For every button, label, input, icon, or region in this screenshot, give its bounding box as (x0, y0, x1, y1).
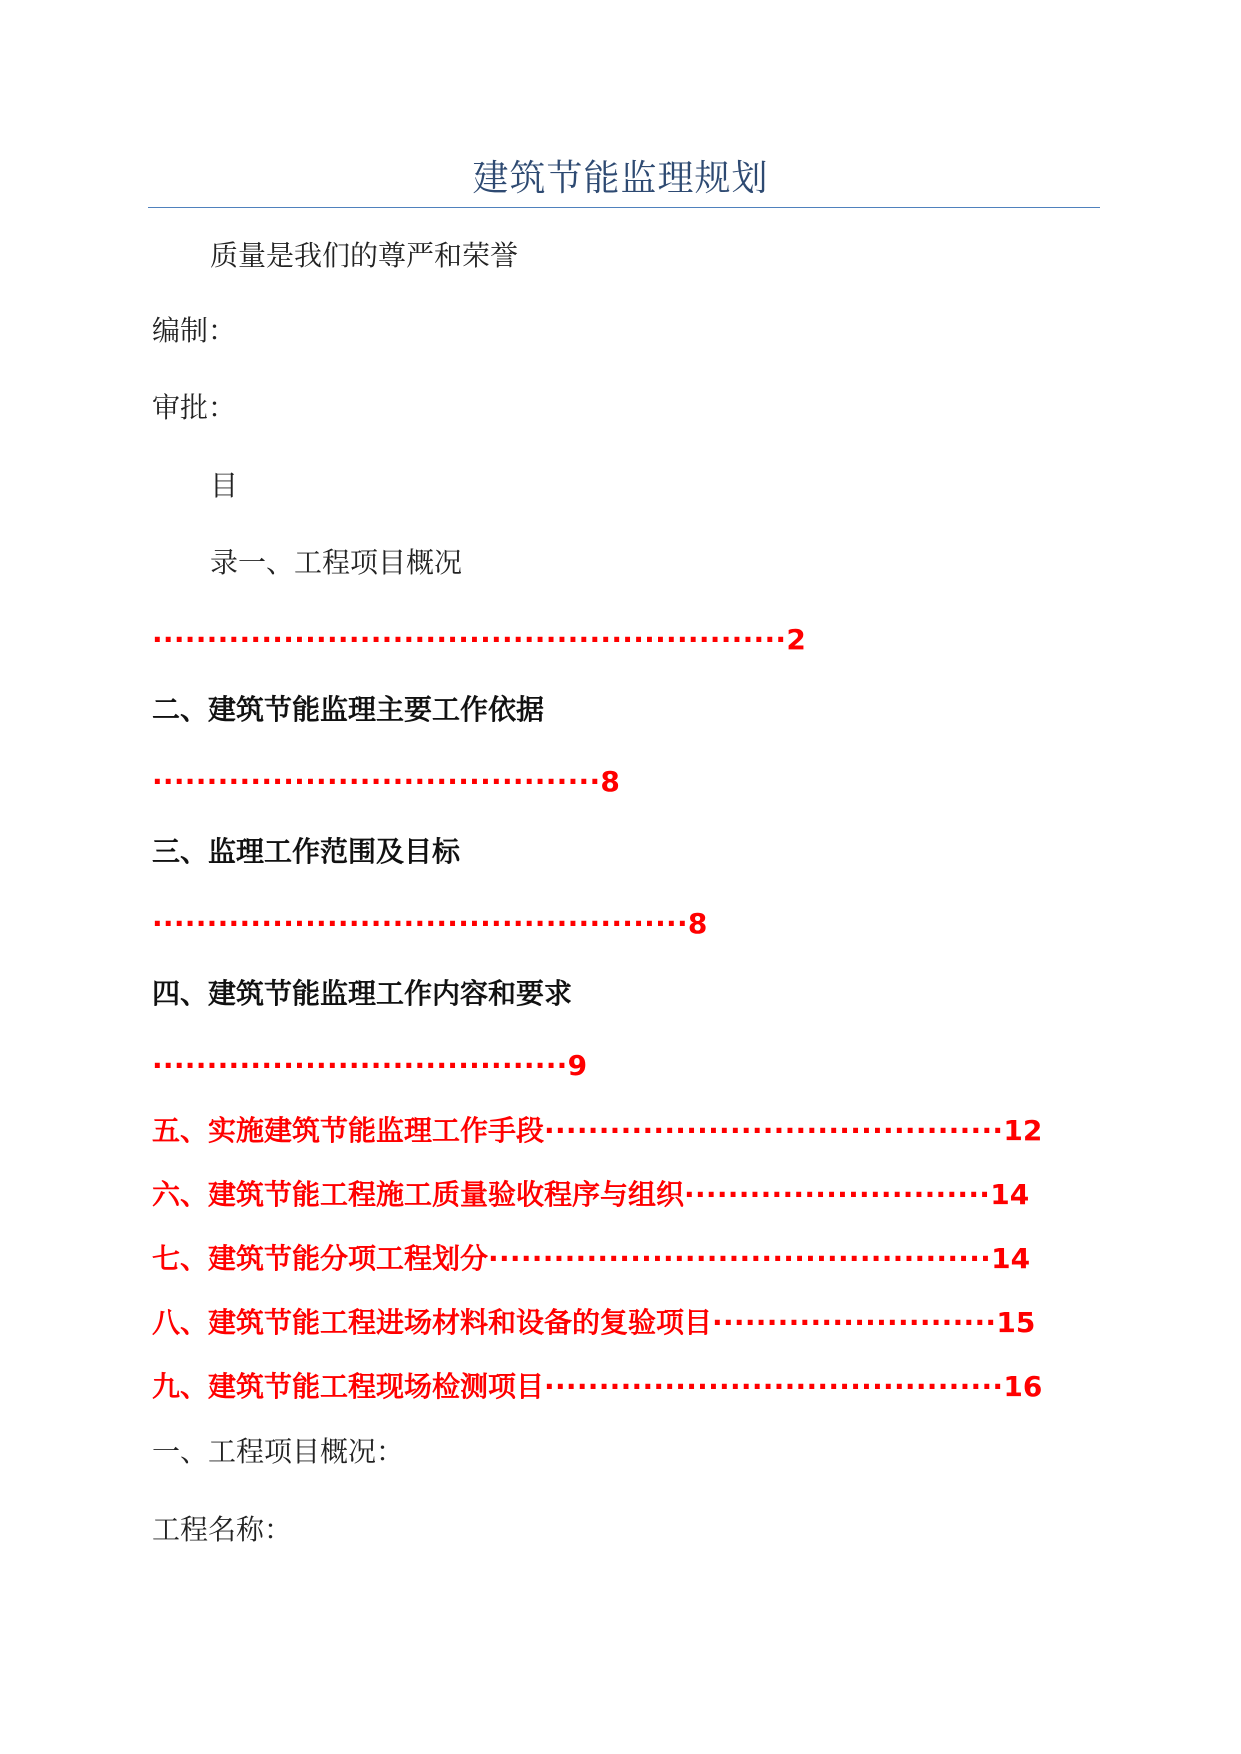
toc-entry-title: 七、建筑节能分项工程划分 (152, 1242, 489, 1275)
toc-page-number: 8 (687, 907, 708, 940)
toc-leader: ···························· (684, 1178, 991, 1211)
toc-entry-9[interactable] (152, 1369, 1042, 1405)
compiled-by-label: 编制： (152, 314, 237, 347)
toc-leader: ·························································· (152, 623, 787, 656)
toc-entry-title: 八、建筑节能工程进场材料和设备的复验项目 (152, 1306, 713, 1339)
toc-entry-title: 五、实施建筑节能监理工作手段 (152, 1114, 545, 1147)
toc-entry-6[interactable] (152, 1177, 1029, 1213)
toc-entry-5[interactable] (152, 1113, 1042, 1149)
toc-entry-2-title: 二、建筑节能监理主要工作依据 (152, 693, 545, 726)
toc-leader: ·········································· (544, 1370, 1004, 1403)
toc-entry-3-leader-row (152, 906, 707, 942)
toc-entry-2-leader-row (152, 764, 620, 800)
toc-page-number: 9 (567, 1049, 588, 1082)
toc-page-number: 16 (1003, 1370, 1043, 1403)
project-name-label: 工程名称： (152, 1513, 293, 1546)
toc-heading-with-first-entry: 录一、工程项目概况 (210, 546, 463, 579)
toc-page-number: 15 (996, 1306, 1036, 1339)
toc-entry-title: 六、建筑节能工程施工质量验收程序与组织 (152, 1178, 685, 1211)
section-1-heading: 一、工程项目概况： (152, 1435, 405, 1468)
toc-page-number: 2 (786, 623, 806, 656)
toc-entry-3-title: 三、监理工作范围及目标 (152, 835, 461, 868)
toc-page-number: 14 (991, 1242, 1031, 1275)
toc-leader: ········································· (152, 765, 601, 798)
motto: 质量是我们的尊严和荣誉 (210, 239, 519, 272)
toc-heading-part1: 目 (210, 469, 239, 502)
toc-entry-8[interactable] (152, 1305, 1035, 1341)
toc-page-number: 8 (600, 765, 620, 798)
approved-by-label: 审批： (152, 391, 237, 424)
toc-page-number: 12 (1003, 1114, 1043, 1147)
toc-leader: ······································ (152, 1049, 568, 1082)
toc-leader: ·········································· (544, 1114, 1004, 1147)
toc-leader: ·············································· (488, 1242, 992, 1275)
toc-entry-7[interactable] (152, 1241, 1030, 1277)
toc-entry-1-leader-row (152, 622, 806, 658)
document-title: 建筑节能监理规划 (472, 158, 769, 199)
toc-entry-4-leader-row (152, 1048, 587, 1084)
title-underline (148, 207, 1100, 208)
toc-leader: ················································· (152, 907, 688, 940)
toc-leader: ·························· (712, 1306, 997, 1339)
toc-entry-4-title: 四、建筑节能监理工作内容和要求 (152, 977, 573, 1010)
toc-entry-title: 九、建筑节能工程现场检测项目 (152, 1370, 545, 1403)
toc-page-number: 14 (990, 1178, 1030, 1211)
